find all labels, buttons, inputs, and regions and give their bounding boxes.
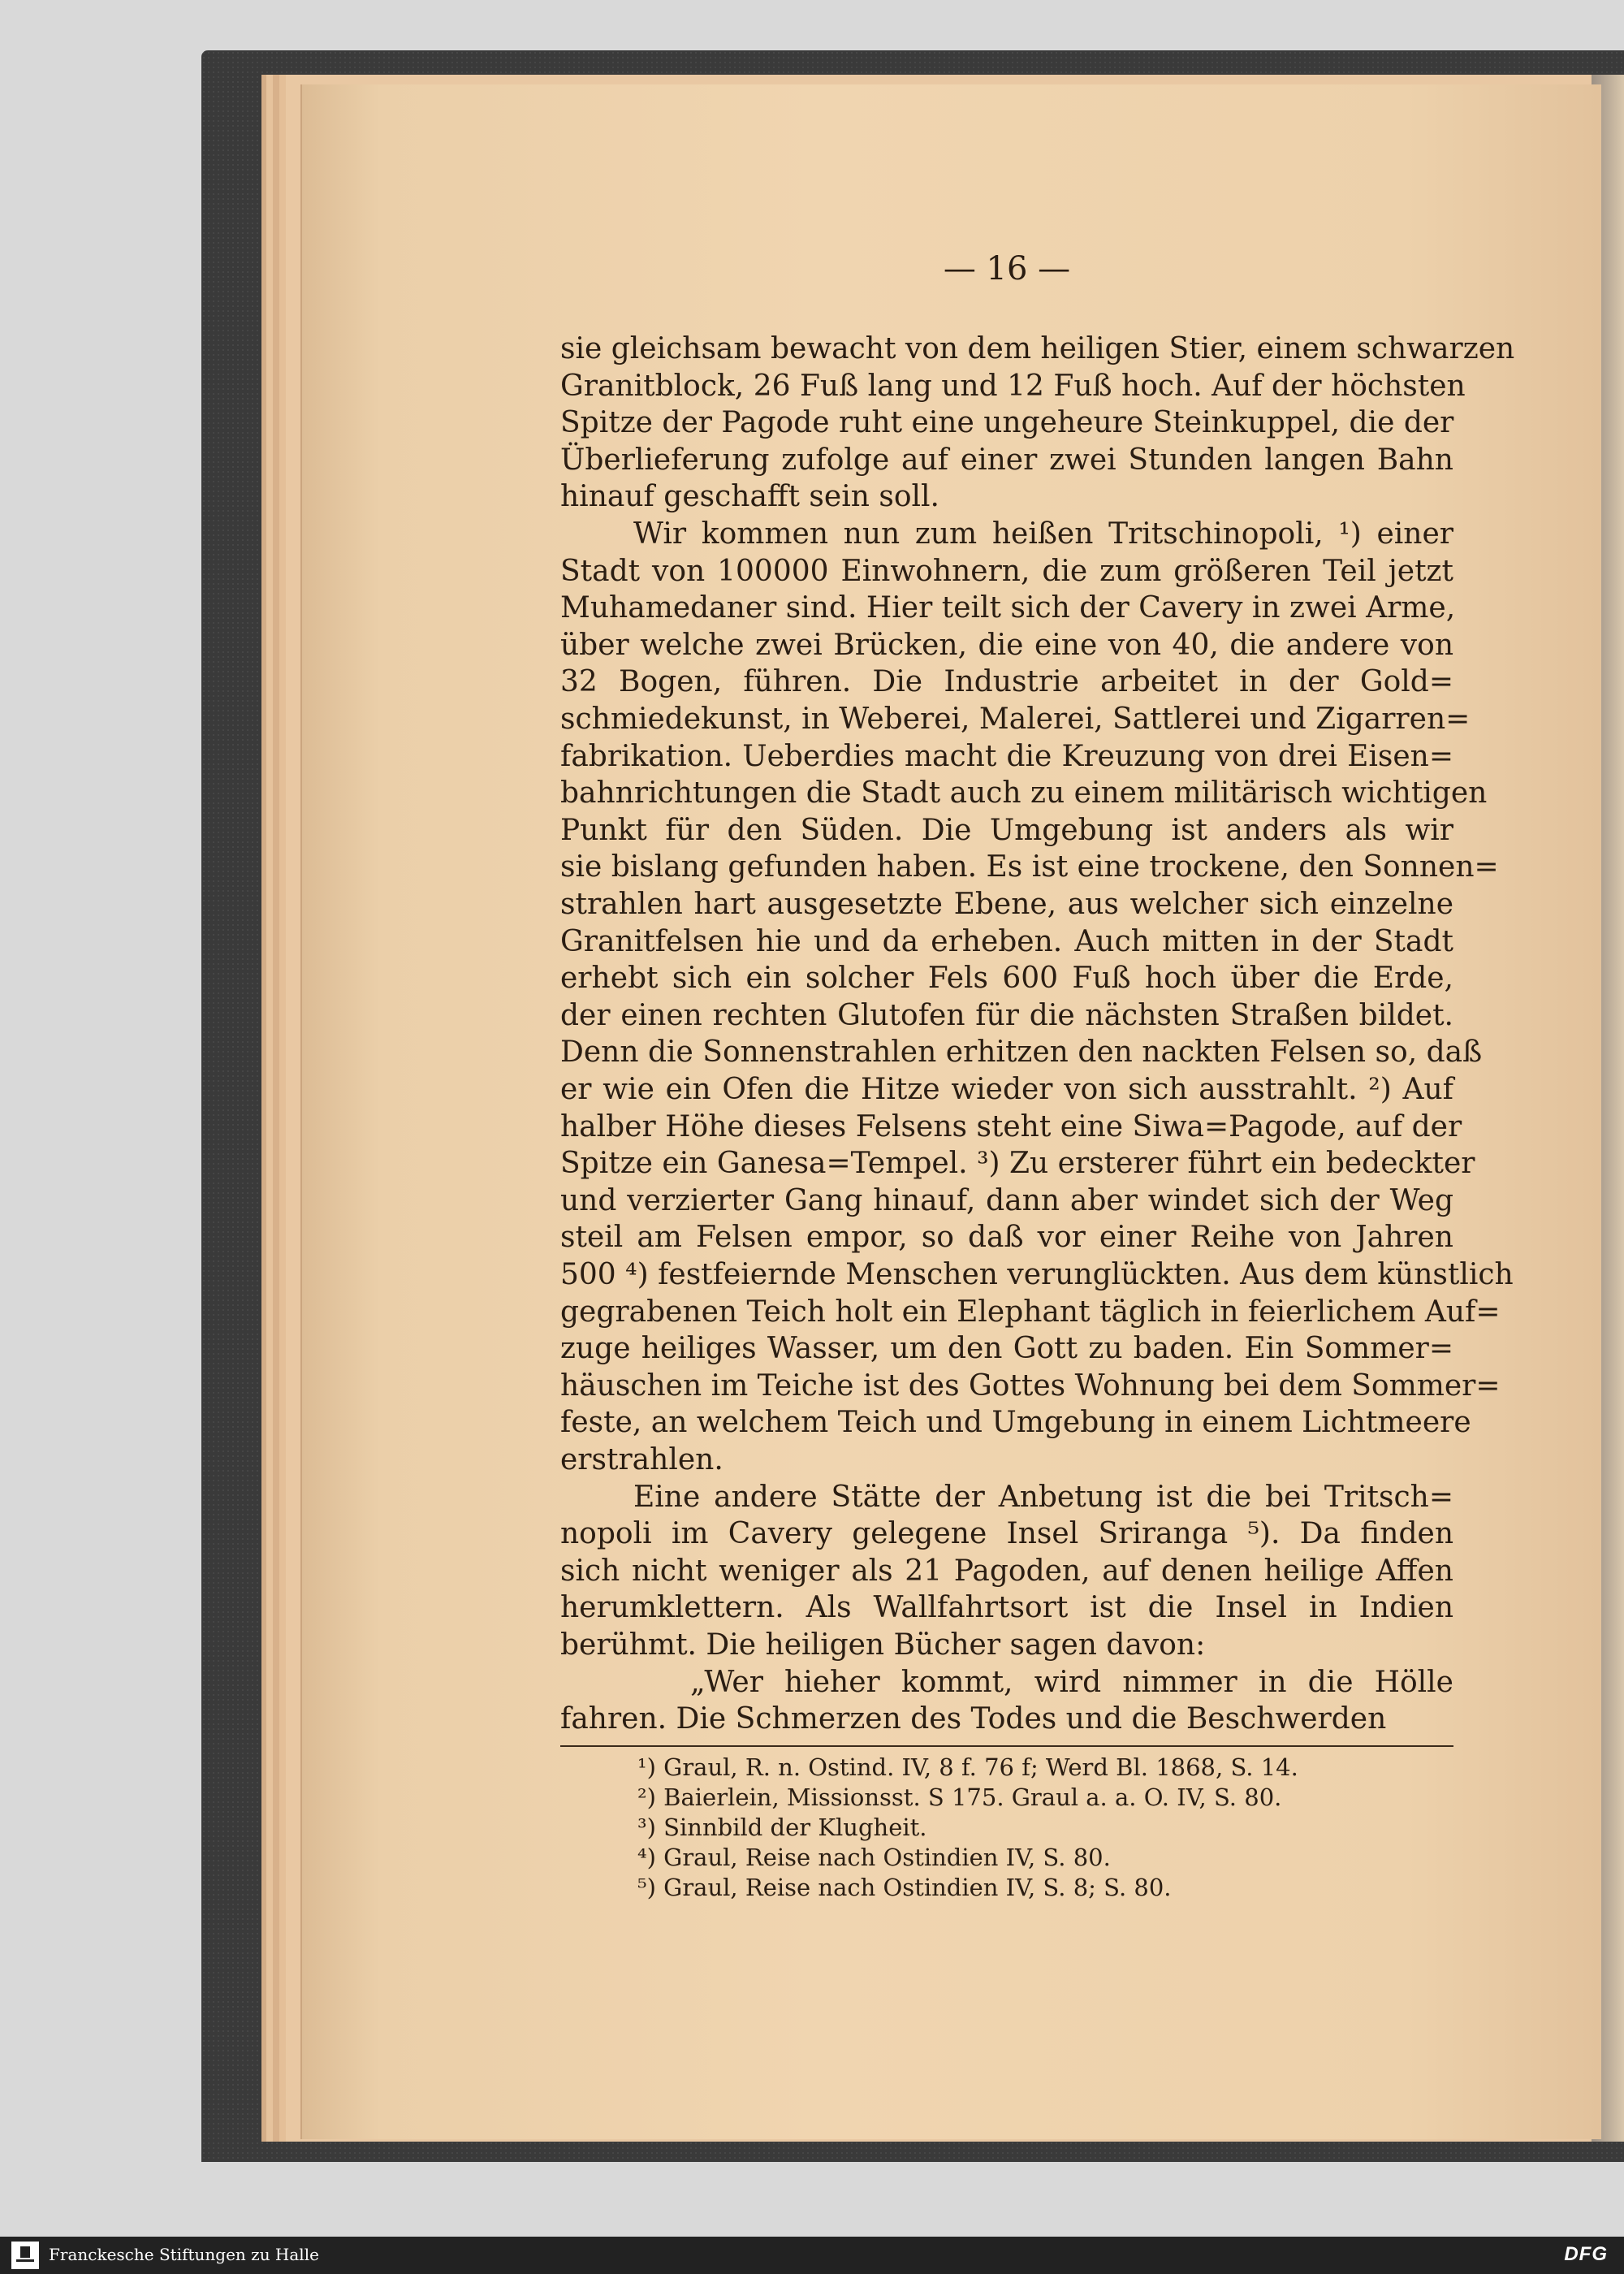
footnote: ⁴) Graul, Reise nach Ostindien IV, S. 80. — [637, 1844, 1111, 1871]
text-line: „Wer hieher kommt, wird nimmer in die Hölle — [690, 1666, 1453, 1699]
text-line: halber Höhe dieses Felsens steht eine Siwa=Pagode, auf der — [560, 1110, 1462, 1143]
text-line: herumklettern. Als Wallfahrtsort ist die Insel in Indien — [560, 1591, 1453, 1624]
text-line: Wir kommen nun zum heißen Tritschinopoli, ¹) einer — [633, 517, 1453, 551]
text-line: bahnrichtungen die Stadt auch zu einem militärisch wichtigen — [560, 776, 1488, 810]
text-line: steil am Felsen empor, so daß vor einer Reihe von Jahren — [560, 1221, 1453, 1254]
footnote: ⁵) Graul, Reise nach Ostindien IV, S. 8; S. 80. — [637, 1874, 1172, 1901]
text-line: berühmt. Die heiligen Bücher sagen davon: — [560, 1628, 1206, 1662]
footnote: ³) Sinnbild der Klugheit. — [637, 1814, 927, 1841]
footnote: ²) Baierlein, Missionsst. S 175. Graul a. a. O. IV, S. 80. — [637, 1783, 1282, 1811]
footer-bar — [0, 2237, 1624, 2274]
text-line: häuschen im Teiche ist des Gottes Wohnung bei dem Sommer= — [560, 1369, 1501, 1403]
text-line: gegrabenen Teich holt ein Elephant täglich in feierlichem Auf= — [560, 1295, 1501, 1329]
text-line: Muhamedaner sind. Hier teilt sich der Cavery in zwei Arme, — [560, 591, 1456, 625]
text-line: fabrikation. Ueberdies macht die Kreuzung von drei Eisen= — [560, 740, 1453, 773]
footnote: ¹) Graul, R. n. Ostind. IV, 8 f. 76 f; Werd Bl. 1868, S. 14. — [637, 1753, 1298, 1781]
text-line: Granitfelsen hie und da erheben. Auch mitten in der Stadt — [560, 925, 1453, 958]
text-line: Granitblock, 26 Fuß lang und 12 Fuß hoch. Auf der höchsten — [560, 370, 1466, 403]
text-line: Denn die Sonnenstrahlen erhitzen den nackten Felsen so, daß — [560, 1035, 1483, 1069]
page-number: — 16 — — [943, 250, 1071, 287]
text-line: Überlieferung zufolge auf einer zwei Stunden langen Bahn — [560, 443, 1453, 477]
institution-logo-icon — [11, 2242, 39, 2269]
text-line: nopoli im Cavery gelegene Insel Sriranga ⁵). Da finden — [560, 1517, 1453, 1550]
text-line: und verzierter Gang hinauf, dann aber windet sich der Weg — [560, 1184, 1453, 1217]
text-line: Eine andere Stätte der Anbetung ist die bei Tritsch= — [633, 1481, 1453, 1514]
footnote-rule — [560, 1745, 1453, 1747]
text-line: Punkt für den Süden. Die Umgebung ist anders als wir — [560, 814, 1453, 847]
text-line: sie gleichsam bewacht von dem heiligen Stier, einem schwarzen — [560, 332, 1515, 365]
text-line: sie bislang gefunden haben. Es ist eine trockene, den Sonnen= — [560, 850, 1499, 884]
text-line: erhebt sich ein solcher Fels 600 Fuß hoch über die Erde, — [560, 962, 1453, 995]
text-line: er wie ein Ofen die Hitze wieder von sich ausstrahlt. ²) Auf — [560, 1073, 1453, 1106]
text-line: feste, an welchem Teich und Umgebung in einem Lichtmeere — [560, 1406, 1471, 1439]
dfg-logo: DFG — [1564, 2243, 1608, 2265]
text-line: erstrahlen. — [560, 1443, 723, 1476]
text-line: sich nicht weniger als 21 Pagoden, auf denen heilige Affen — [560, 1554, 1453, 1588]
text-line: Spitze ein Ganesa=Tempel. ³) Zu ersterer führt ein bedeckter — [560, 1147, 1475, 1180]
institution-name: Franckesche Stiftungen zu Halle — [49, 2245, 319, 2264]
text-line: Spitze der Pagode ruht eine ungeheure Steinkuppel, die der — [560, 406, 1454, 439]
text-line: 32 Bogen, führen. Die Industrie arbeitet in der Gold= — [560, 665, 1453, 698]
text-line: strahlen hart ausgesetzte Ebene, aus welcher sich einzelne — [560, 888, 1453, 921]
text-line: hinauf geschafft sein soll. — [560, 480, 939, 513]
text-line: Stadt von 100000 Einwohnern, die zum größeren Teil jetzt — [560, 555, 1453, 588]
text-line: 500 ⁴) festfeiernde Menschen verunglückten. Aus dem künstlich — [560, 1258, 1514, 1291]
text-line: schmiedekunst, in Weberei, Malerei, Sattlerei und Zigarren= — [560, 703, 1471, 736]
text-line: der einen rechten Glutofen für die nächsten Straßen bildet. — [560, 999, 1453, 1032]
text-line: zuge heiliges Wasser, um den Gott zu baden. Ein Sommer= — [560, 1332, 1453, 1365]
text-line: fahren. Die Schmerzen des Todes und die Beschwerden — [560, 1702, 1387, 1736]
text-line: über welche zwei Brücken, die eine von 40, die andere von — [560, 629, 1453, 662]
